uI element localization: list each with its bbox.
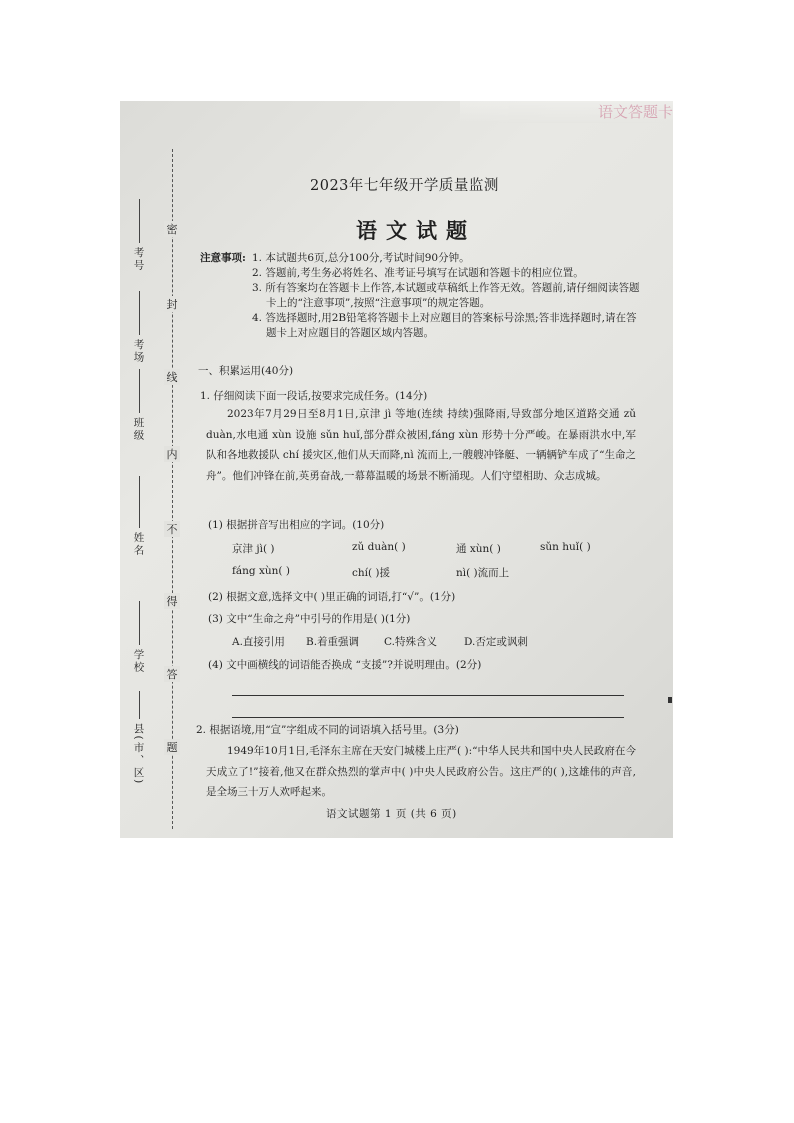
- pinyin-blank: chí( )援: [352, 567, 391, 579]
- field-line: [139, 476, 140, 528]
- question-2-passage: 1949年10月1日,毛泽东主席在天安门城楼上庄严( ):“中华人民共和国中央人民政府在今天成立了!”接着,他又在群众热烈的掌声中( )中央人民政府公告。这庄严的( ),这雄伟的声音,是全场三十万人欢呼起来。: [206, 745, 636, 798]
- seal-char: 答: [164, 666, 180, 682]
- pinyin-blank: nì( )流而上: [456, 567, 510, 579]
- field-label: 学校: [132, 649, 145, 674]
- pinyin-blank: sǔn huǐ( ): [540, 541, 591, 553]
- field-county: [124, 691, 154, 785]
- note-item: 1. 本试题共6页,总分100分,考试时间90分钟。: [252, 252, 470, 264]
- question-1-sub1: (1) 根据拼音写出相应的字词。(10分): [208, 519, 385, 531]
- margin-mark: [668, 697, 672, 703]
- field-label: 县(市、区): [132, 723, 145, 786]
- field-label: 考号: [132, 247, 145, 272]
- note-item: 4. 答选择题时,用2B铅笔将答题卡上对应题目的答案标号涂黑;答非选择题时,请在答题卡上对应题目的答题区域内答题。: [252, 312, 637, 339]
- note-item: 2. 答题前,考生务必将姓名、准考证号填写在试题和答题卡的相应位置。: [252, 267, 584, 279]
- section-heading: 一、积累运用(40分): [198, 365, 294, 377]
- field-school: [124, 601, 154, 674]
- answer-line: [232, 717, 624, 718]
- field-line: [139, 199, 140, 243]
- seal-char: 内: [164, 446, 180, 462]
- answer-line: [232, 695, 624, 696]
- field-line: [139, 601, 140, 645]
- option-b: B.着重强调: [306, 636, 360, 648]
- field-exam-number: [124, 199, 154, 272]
- seal-char: 得: [164, 593, 180, 609]
- answer-sheet-ghost-header: 语文答题卡: [460, 101, 673, 123]
- seal-char: 密: [164, 221, 180, 237]
- question-2-stem: 2. 根据语境,用“宣”字组成不同的词语填入括号里。(3分): [196, 724, 459, 736]
- question-1-stem: 1. 仔细阅读下面一段话,按要求完成任务。(14分): [200, 390, 428, 402]
- notes-label: 注意事项:: [200, 252, 246, 264]
- field-class: [124, 369, 154, 442]
- option-d: D.否定或讽刺: [464, 636, 528, 648]
- question-1-sub3: (3) 文中“生命之舟”中引号的作用是( )(1分): [208, 613, 411, 625]
- pinyin-blank: zǔ duàn( ): [352, 541, 406, 553]
- question-1-sub2: (2) 根据文意,选择文中( )里正确的词语,打“√”。(1分): [208, 591, 456, 603]
- seal-char: 不: [164, 521, 180, 537]
- exam-title: 2023年七年级开学质量监测: [310, 178, 499, 194]
- note-item: 3. 所有答案均在答题卡上作答,本试题或草稿纸上作答无效。答题前,请仔细阅读答题卡上的“注意事项”,按照“注意事项”的规定答题。: [252, 282, 640, 309]
- exam-notes: [200, 251, 640, 341]
- question-1-sub4: (4) 文中画横线的词语能否换成 “支援”?并说明理由。(2分): [208, 659, 482, 671]
- seal-char: 线: [164, 369, 180, 385]
- pinyin-blank: 京津 jì( ): [232, 543, 275, 555]
- page-footer: 语文试题第 1 页 (共 6 页): [326, 808, 457, 820]
- option-a: A.直接引用: [232, 636, 285, 648]
- exam-photo: [120, 101, 673, 838]
- field-line: [139, 291, 140, 335]
- exam-subtitle: 语文试题: [356, 218, 476, 243]
- field-line: [139, 691, 140, 719]
- field-line: [139, 369, 140, 413]
- field-exam-room: [124, 291, 154, 364]
- option-c: C.特殊含义: [384, 636, 437, 648]
- question-1-passage: 2023年7月29日至8月1日,京津 jì 等地(连续 持续)强降雨,导致部分地区道路交通 zǔ duàn,水电通 xùn 设施 sǔn huǐ,部分群众被困,fáng xùn 形势十分严峻。在暴雨洪水中,军队和各地救援队 chí 援灾区,他们从天而降,nì 流而上,一艘艘冲锋艇、一辆辆铲车成了“生命之舟”。他们冲锋在前,英勇奋战,一幕幕温暖的场景不断涌现。人们守望相助、众志成城。: [206, 408, 636, 482]
- field-label: 姓名: [132, 532, 145, 557]
- field-name: [124, 476, 154, 557]
- seal-char: 题: [164, 739, 180, 755]
- field-label: 班级: [132, 417, 145, 442]
- binding-dashed-line: [172, 149, 173, 829]
- field-label: 考场: [132, 339, 145, 364]
- seal-char: 封: [164, 296, 180, 312]
- pinyin-blank: fáng xùn( ): [232, 565, 290, 577]
- pinyin-blank: 通 xùn( ): [456, 543, 501, 555]
